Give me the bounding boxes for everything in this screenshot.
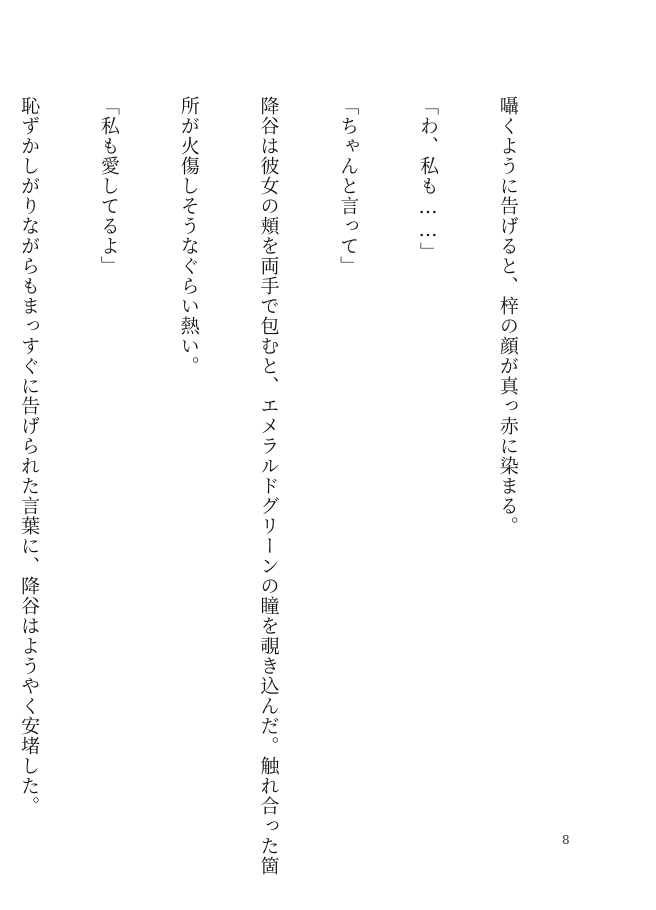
text-line-7: 恥ずかしがりながらもまっすぐに告げられた言葉に、降谷はようやく安堵した。 bbox=[18, 96, 41, 816]
text-line-1: 囁くように告げると、梓の顔が真っ赤に染まる。 bbox=[496, 96, 519, 536]
text-line-6: 「私も愛してるよ」 bbox=[97, 96, 120, 276]
text-line-5: 所が火傷しそうなぐらい熱い。 bbox=[177, 96, 200, 376]
text-line-4: 降谷は彼女の頬を両手で包むと、エメラルドグリーンの瞳を覗き込んだ。触れ合った箇 bbox=[257, 96, 280, 876]
page-number: 8 bbox=[562, 833, 570, 847]
text-line-2: 「わ、私も……」 bbox=[417, 96, 440, 262]
text-line-3: 「ちゃんと言って」 bbox=[337, 96, 360, 276]
vertical-text-body bbox=[0, 96, 574, 876]
